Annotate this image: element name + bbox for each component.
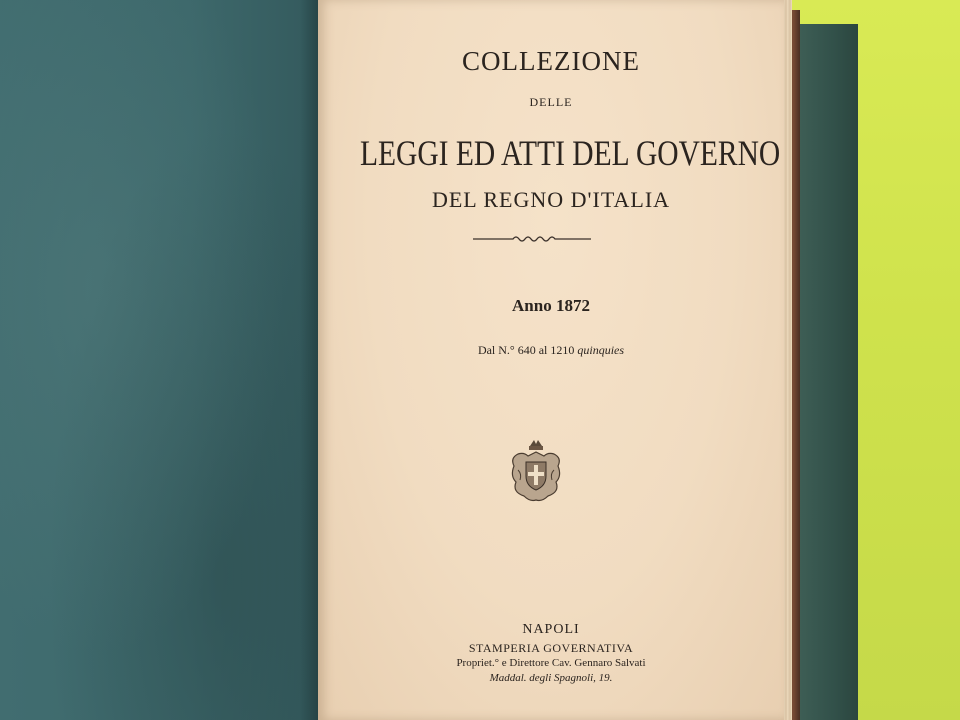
title-collezione: COLLEZIONE [462, 46, 640, 76]
title-leggi: LEGGI ED ATTI DEL GOVERNO [359, 133, 781, 173]
royal-crest-icon [508, 436, 564, 506]
cover-shadow [300, 0, 320, 720]
number-range [318, 343, 784, 358]
title-page [318, 0, 784, 720]
printer-label: STAMPERIA GOVERNATIVA [468, 641, 634, 655]
range-prefix: Dal N.° 640 al 1210 [477, 343, 575, 357]
address-label: Maddal. degli Spagnoli, 19. [489, 672, 613, 684]
title-regno: DEL REGNO D'ITALIA [431, 187, 671, 212]
title-delle: DELLE [529, 95, 573, 109]
city-label: NAPOLI [522, 622, 580, 637]
year-label: Anno 1872 [512, 296, 590, 315]
left-cover-board [0, 0, 318, 720]
ornamental-divider [473, 232, 591, 246]
proprietor-label: Propriet.° e Direttore Cav. Gennaro Salvati [456, 657, 646, 669]
back-cover-board [796, 24, 858, 720]
range-suffix: quinquies [577, 343, 625, 357]
